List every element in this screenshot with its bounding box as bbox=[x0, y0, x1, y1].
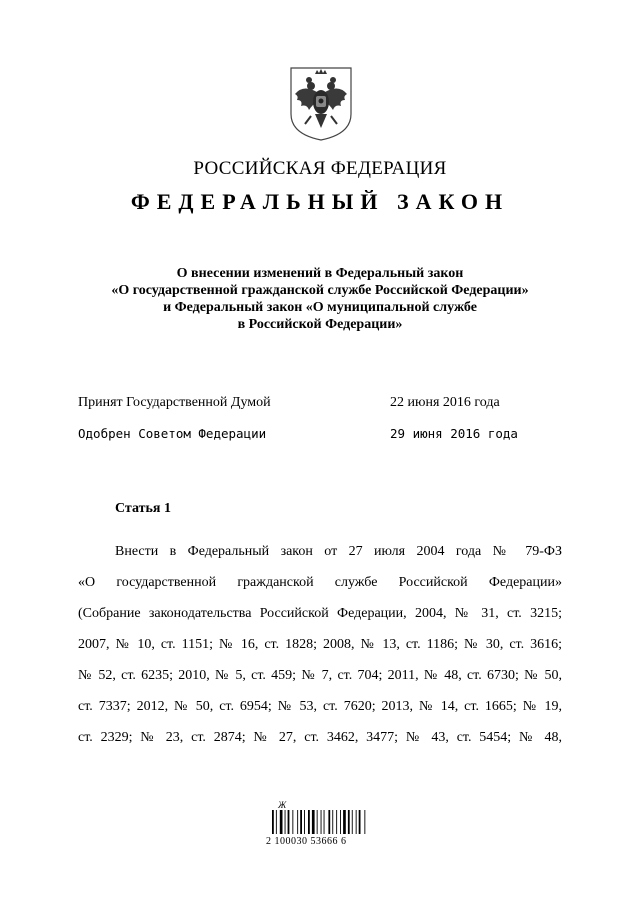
country-name: РОССИЙСКАЯ ФЕДЕРАЦИЯ bbox=[193, 158, 447, 179]
barcode-number: 2 100030 53666 6 bbox=[266, 836, 347, 847]
article-heading: Статья 1 bbox=[115, 501, 171, 516]
law-title-line: в Российской Федерации» bbox=[237, 317, 403, 332]
article-line: ст. 7337; 2012, № 50, ст. 6954; № 53, ст. 7620; 2013, № 14, ст. 1665; № 19, bbox=[78, 699, 562, 714]
document-type: ФЕДЕРАЛЬНЫЙ ЗАКОН bbox=[130, 189, 510, 214]
law-title-line: О внесении изменений в Федеральный закон bbox=[176, 266, 464, 281]
article-body bbox=[78, 536, 562, 753]
article-line: Внести в Федеральный закон от 27 июля 2004 года № 79-ФЗ bbox=[115, 544, 562, 559]
article-line: 2007, № 10, ст. 1151; № 16, ст. 1828; 2008, № 13, ст. 1186; № 30, ст. 3616; bbox=[78, 637, 562, 652]
duma-date: 22 июня 2016 года bbox=[390, 395, 500, 410]
council-date: 29 июня 2016 года bbox=[390, 426, 518, 441]
article-line: ст. 2329; № 23, ст. 2874; № 27, ст. 3462, 3477; № 43, ст. 5454; № 48, bbox=[78, 730, 562, 745]
law-title-line: «О государственной гражданской службе Российской Федерации» bbox=[111, 283, 529, 298]
law-title bbox=[60, 265, 580, 333]
article-line: «О государственной гражданской службе Российской Федерации» bbox=[78, 575, 562, 590]
coat-of-arms-icon bbox=[289, 66, 353, 142]
article-line: № 52, ст. 6235; 2010, № 5, ст. 459; № 7, ст. 704; 2011, № 48, ст. 6730; № 50, bbox=[78, 668, 562, 683]
barcode-mark: Ж bbox=[278, 800, 287, 810]
duma-label: Принят Государственной Думой bbox=[78, 395, 271, 410]
law-title-line: и Федеральный закон «О муниципальной службе bbox=[163, 300, 477, 315]
article-line: (Собрание законодательства Российской Федерации, 2004, № 31, ст. 3215; bbox=[78, 606, 562, 621]
council-label: Одобрен Советом Федерации bbox=[78, 426, 267, 441]
